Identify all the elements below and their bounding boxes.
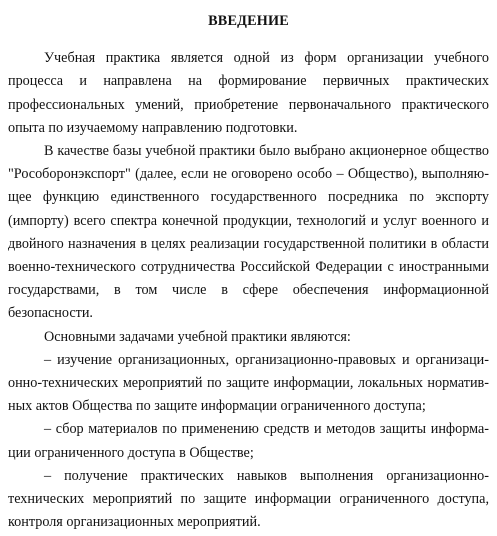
task-list-item: – изучение организационных, организационно-правовых и организационно-технических мероприятий по защите информации, локальных нормативных актов Общества по защите информации ограниченного доступа;: [8, 351, 489, 415]
task-list-item: – сбор материалов по применению средств и методов защиты информации ограниченного доступа в Обществе;: [8, 421, 489, 461]
practice-base-paragraph: В качестве базы учебной практики было выбрано акционерное общество "Рособоронэкспорт" (далее, если не оговорено особо – Общество), выполняющее функцию единственного государственного посредника по экспорту (импорту) всего спектра конечной продукции, технологий и услуг военного и двойного назначения в целях реализации государственной политики в области военно-технического сотрудничества Российской Федерации с иностранными государствами, в том числе в сфере обеспечения информационной безопасности.: [8, 143, 489, 322]
document-title: ВВЕДЕНИЕ: [208, 13, 289, 29]
intro-paragraph: Учебная практика является одной из форм организации учебного процесса и направлена на формирование первичных практических профессиональных умений, приобретение первоначального практического опыта по изучаемому направлению подготовки.: [8, 50, 489, 136]
tasks-heading-paragraph: Основными задачами учебной практики являются:: [44, 328, 351, 345]
task-list-item: – получение практических навыков выполнения организационно-технических мероприятий по защите информации ограниченного доступа, контроля организационных мероприятий.: [8, 467, 489, 531]
